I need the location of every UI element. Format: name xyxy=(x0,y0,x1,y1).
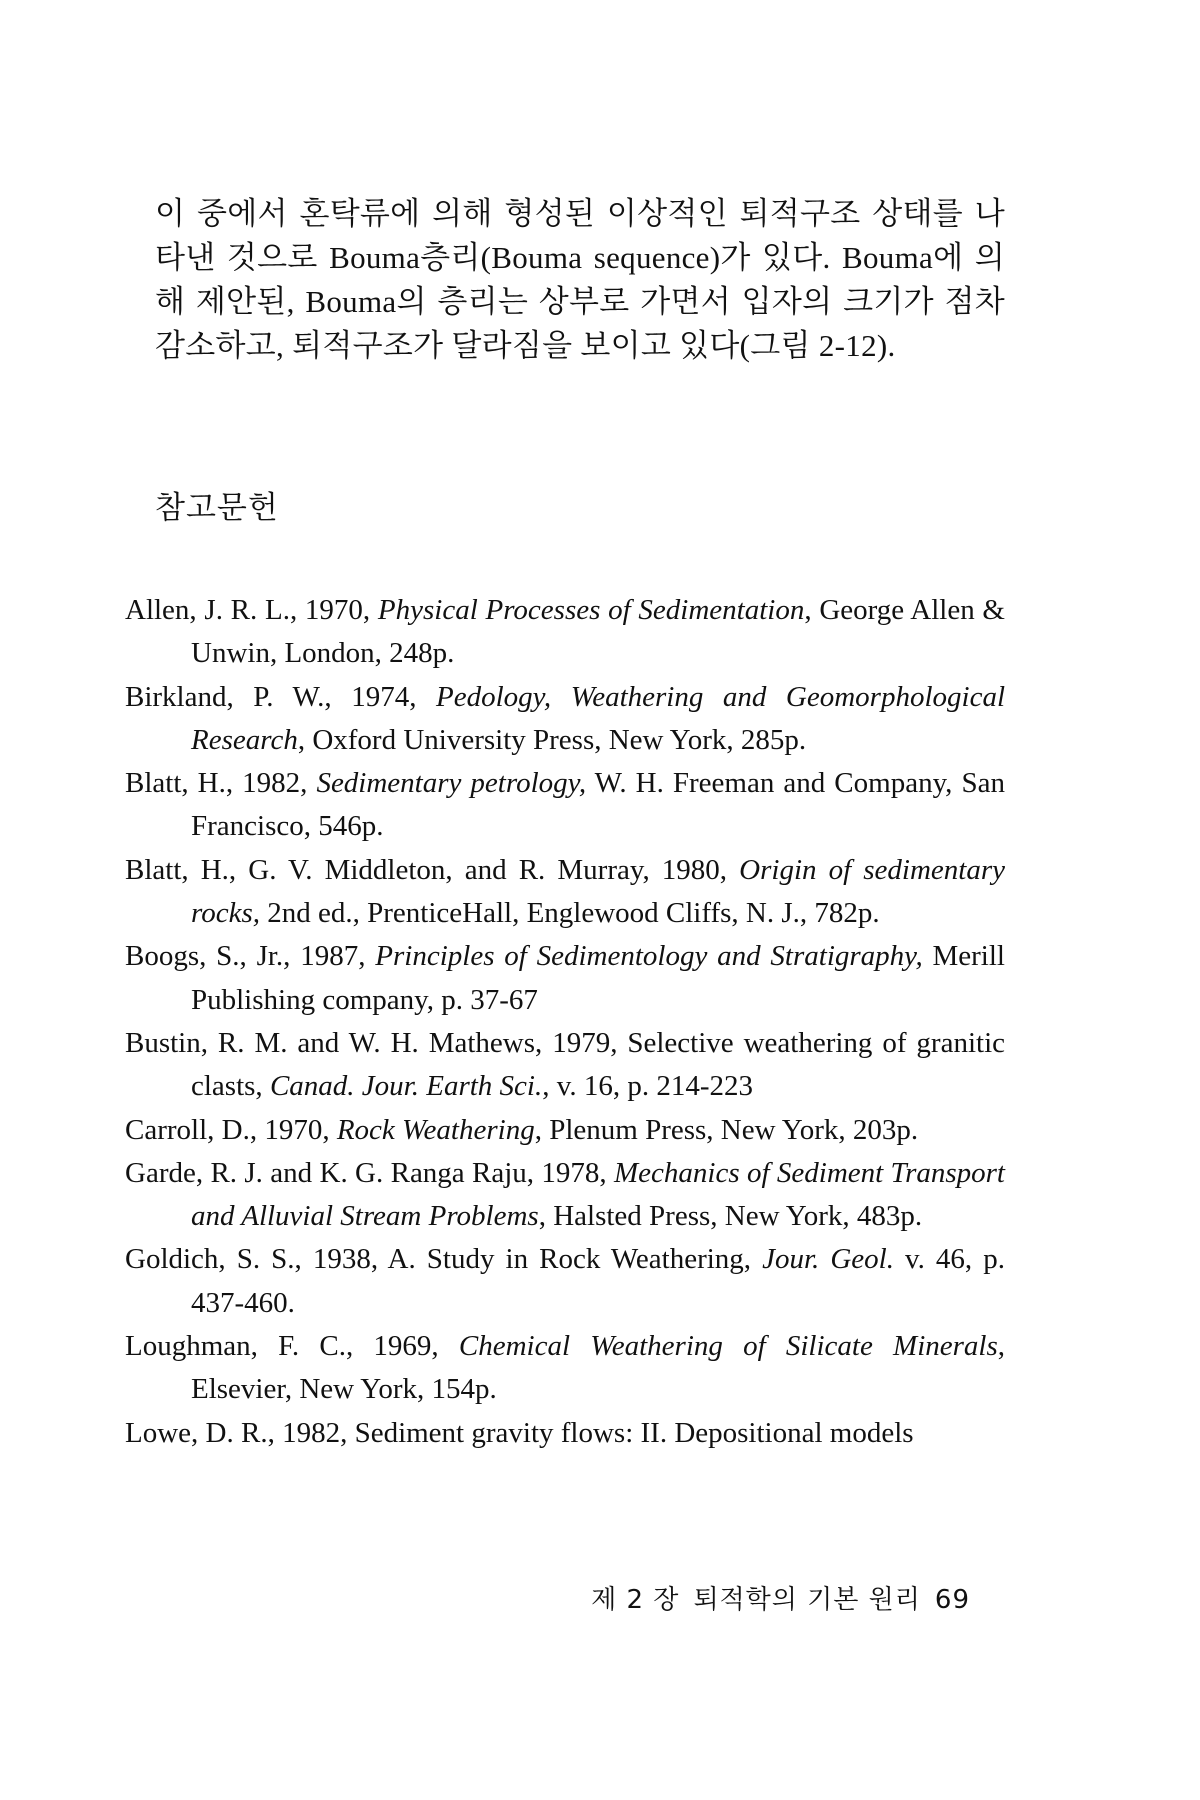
reference-list xyxy=(125,589,1005,1455)
reference-entry: Lowe, D. R., 1982, Sediment gravity flows: II. Depositional models xyxy=(125,1416,914,1449)
intro-paragraph: 이 중에서 혼탁류에 의해 형성된 이상적인 퇴적구조 상태를 나타낸 것으로 Bouma층리(Bouma sequence)가 있다. Bouma에 의해 제안된, Bouma의 층리는 상부로 가면서 입자의 크기가 점차 감소하고, 퇴적구조가 달라짐을 보이고 있다(그림 2-12). xyxy=(155,196,1005,363)
chapter-label: 제 2 장 xyxy=(591,1585,680,1615)
reference-entry: Carroll, D., 1970, Rock Weathering, Plenum Press, New York, 203p. xyxy=(125,1113,919,1146)
page-number: 69 xyxy=(934,1585,970,1615)
reference-entry: Boogs, S., Jr., 1987, Principles of Sedimentology and Stratigraphy, Merill Publishing company, p. 37-67 xyxy=(125,940,1005,1016)
references-heading: 참고문헌 xyxy=(155,490,279,526)
reference-entry: Blatt, H., 1982, Sedimentary petrology, W. H. Freeman and Company, San Francisco, 546p. xyxy=(125,767,1005,843)
reference-entry: Bustin, R. M. and W. H. Mathews, 1979, Selective weathering of granitic clasts, Canad. Jour. Earth Sci., v. 16, p. 214-223 xyxy=(125,1026,1005,1103)
reference-entry: Garde, R. J. and K. G. Ranga Raju, 1978, Mechanics of Sediment Transport and Alluvial Stream Problems, Halsted Press, New York, 483p. xyxy=(125,1156,1005,1233)
reference-entry: Allen, J. R. L., 1970, Physical Processes of Sedimentation, George Allen & Unwin, London, 248p. xyxy=(125,594,1005,670)
reference-entry: Loughman, F. C., 1969, Chemical Weathering of Silicate Minerals, Elsevier, New York, 154p. xyxy=(125,1330,1006,1406)
reference-entry: Birkland, P. W., 1974, Pedology, Weathering and Geomorphological Research, Oxford University Press, New York, 285p. xyxy=(125,680,1006,756)
reference-entry: Goldich, S. S., 1938, A. Study in Rock Weathering, Jour. Geol. v. 46, p. 437-460. xyxy=(125,1243,1005,1319)
chapter-title: 퇴적학의 기본 원리 xyxy=(693,1585,921,1615)
page-footer xyxy=(591,1583,970,1617)
intro-text xyxy=(155,192,1005,368)
reference-entry: Blatt, H., G. V. Middleton, and R. Murray, 1980, Origin of sedimentary rocks, 2nd ed., PrenticeHall, Englewood Cliffs, N. J., 782p. xyxy=(125,853,1005,930)
